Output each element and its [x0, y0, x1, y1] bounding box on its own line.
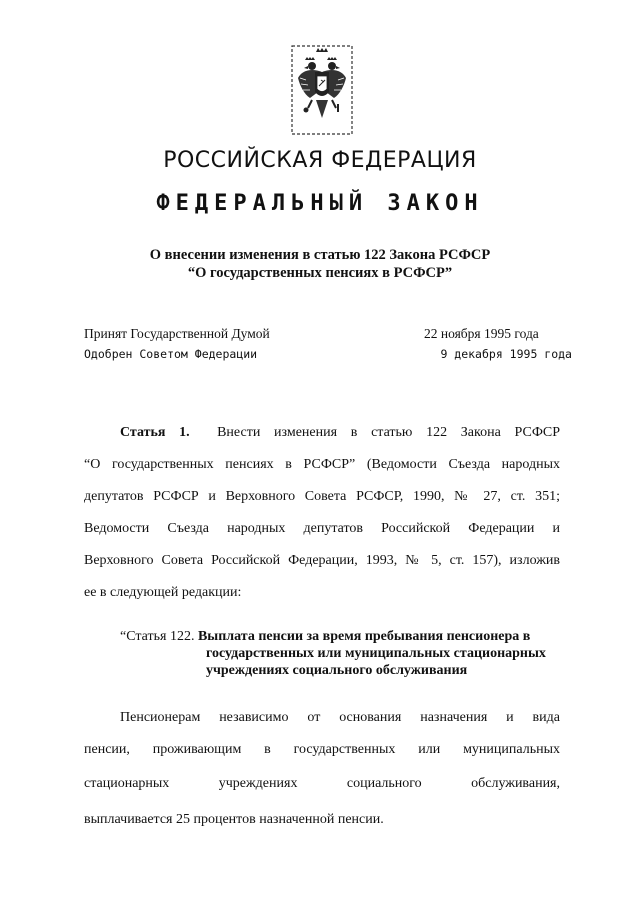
council-label: Одобрен Советом Федерации	[84, 347, 258, 361]
article-122-title-line-2: государственных или муниципальных стационарных	[206, 646, 546, 661]
russian-coat-of-arms-icon	[288, 42, 356, 138]
article-1-line: ее в следующей редакции:	[84, 585, 242, 600]
paragraph-line: Пенсионерам независимо от основания назначения и вида	[120, 710, 560, 725]
paragraph-line: пенсии, проживающим в государственных или муниципальных	[84, 742, 560, 757]
council-date: 9 декабря 1995 года	[440, 347, 572, 361]
article-122-heading	[120, 628, 560, 679]
subtitle-line-2: “О государственных пенсиях в РСФСР”	[187, 265, 453, 281]
duma-date: 22 ноября 1995 года	[424, 326, 539, 341]
article-122-title-line-1: Выплата пенсии за время пребывания пенсионера в	[197, 629, 531, 644]
article-1-label: Статья 1.	[120, 425, 190, 440]
duma-label: Принят Государственной Думой	[84, 326, 270, 341]
article-122-prefix: “Статья 122.	[120, 629, 195, 644]
paragraph-line: стационарных учреждениях социального обслуживания,	[84, 776, 560, 791]
country-heading: РОССИЙСКАЯ ФЕДЕРАЦИЯ	[163, 148, 477, 173]
article-1-line: “О государственных пенсиях в РСФСР” (Ведомости Съезда народных	[84, 457, 560, 472]
adoption-labels	[84, 324, 270, 364]
article-1-line: Верховного Совета Российской Федерации, 1993, № 5, ст. 157), изложив	[84, 553, 560, 568]
article-1-line: депутатов РСФСР и Верховного Совета РСФСР, 1990, № 27, ст. 351;	[84, 489, 560, 504]
article-1-line: Статья 1. Внести изменения в статью 122 Закона РСФСР	[120, 425, 560, 440]
document-type-heading: ФЕДЕРАЛЬНЫЙ ЗАКОН	[156, 191, 484, 216]
article-1-line: Ведомости Съезда народных депутатов Российской Федерации и	[84, 521, 560, 536]
article-122-title-line-3: учреждениях социального обслуживания	[206, 663, 468, 678]
adoption-dates	[424, 324, 574, 364]
paragraph-line: выплачивается 25 процентов назначенной пенсии.	[84, 812, 384, 827]
law-subtitle	[0, 246, 640, 282]
subtitle-line-1: О внесении изменения в статью 122 Закона РСФСР	[149, 247, 491, 263]
